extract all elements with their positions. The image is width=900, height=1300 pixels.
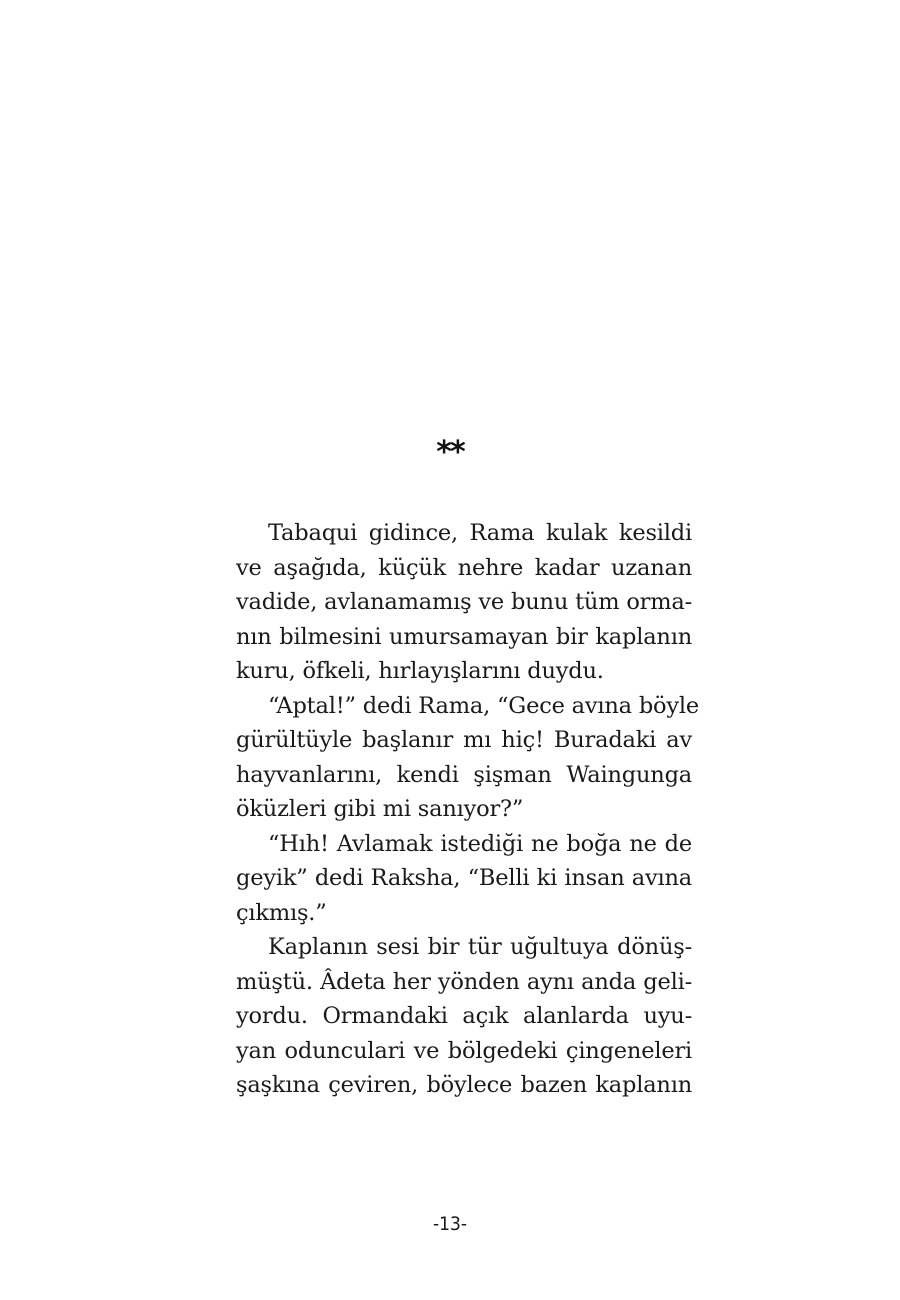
text-line: “Hıh! Avlamak istediği ne boğa ne de <box>268 830 692 857</box>
body-text <box>236 516 700 1103</box>
text-line: Kaplanın sesi bir tür uğultuya dönüş- <box>268 934 692 960</box>
text-line: gürültüyle başlanır mı hiç! Buradaki av <box>236 727 692 753</box>
text-line: geyik” dedi Raksha, “Belli ki insan avına <box>236 865 692 891</box>
text-line: nın bilmesini umursamayan bir kaplanın <box>236 623 692 650</box>
text-line: şaşkına çeviren, böylece bazen kaplanın <box>236 1072 692 1098</box>
text-line: çıkmış.” <box>236 899 327 926</box>
text-line: hayvanlarını, kendi şişman Waingunga <box>236 761 692 788</box>
text-line: kuru, öfkeli, hırlayışlarını duydu. <box>236 658 604 684</box>
text-line: yordu. Ormandaki açık alanlarda uyu- <box>236 1003 692 1029</box>
text-line: “Aptal!” dedi Rama, “Gece avına böyle <box>268 692 700 719</box>
text-line: öküzleri gibi mi sanıyor?” <box>236 796 524 822</box>
text-line: ve aşağıda, küçük nehre kadar uzanan <box>236 554 692 581</box>
page-number: -13- <box>432 1213 468 1235</box>
text-line: yan odunculari ve bölgedeki çingeneleri <box>236 1037 692 1064</box>
text-line: vadide, avlanamamış ve bunu tüm orma- <box>236 589 692 615</box>
text-line: Tabaqui gidince, Rama kulak kesildi <box>268 520 692 546</box>
section-break-ornament: ** <box>436 435 464 470</box>
text-line: müştü. Âdeta her yönden aynı anda geli- <box>236 968 692 995</box>
